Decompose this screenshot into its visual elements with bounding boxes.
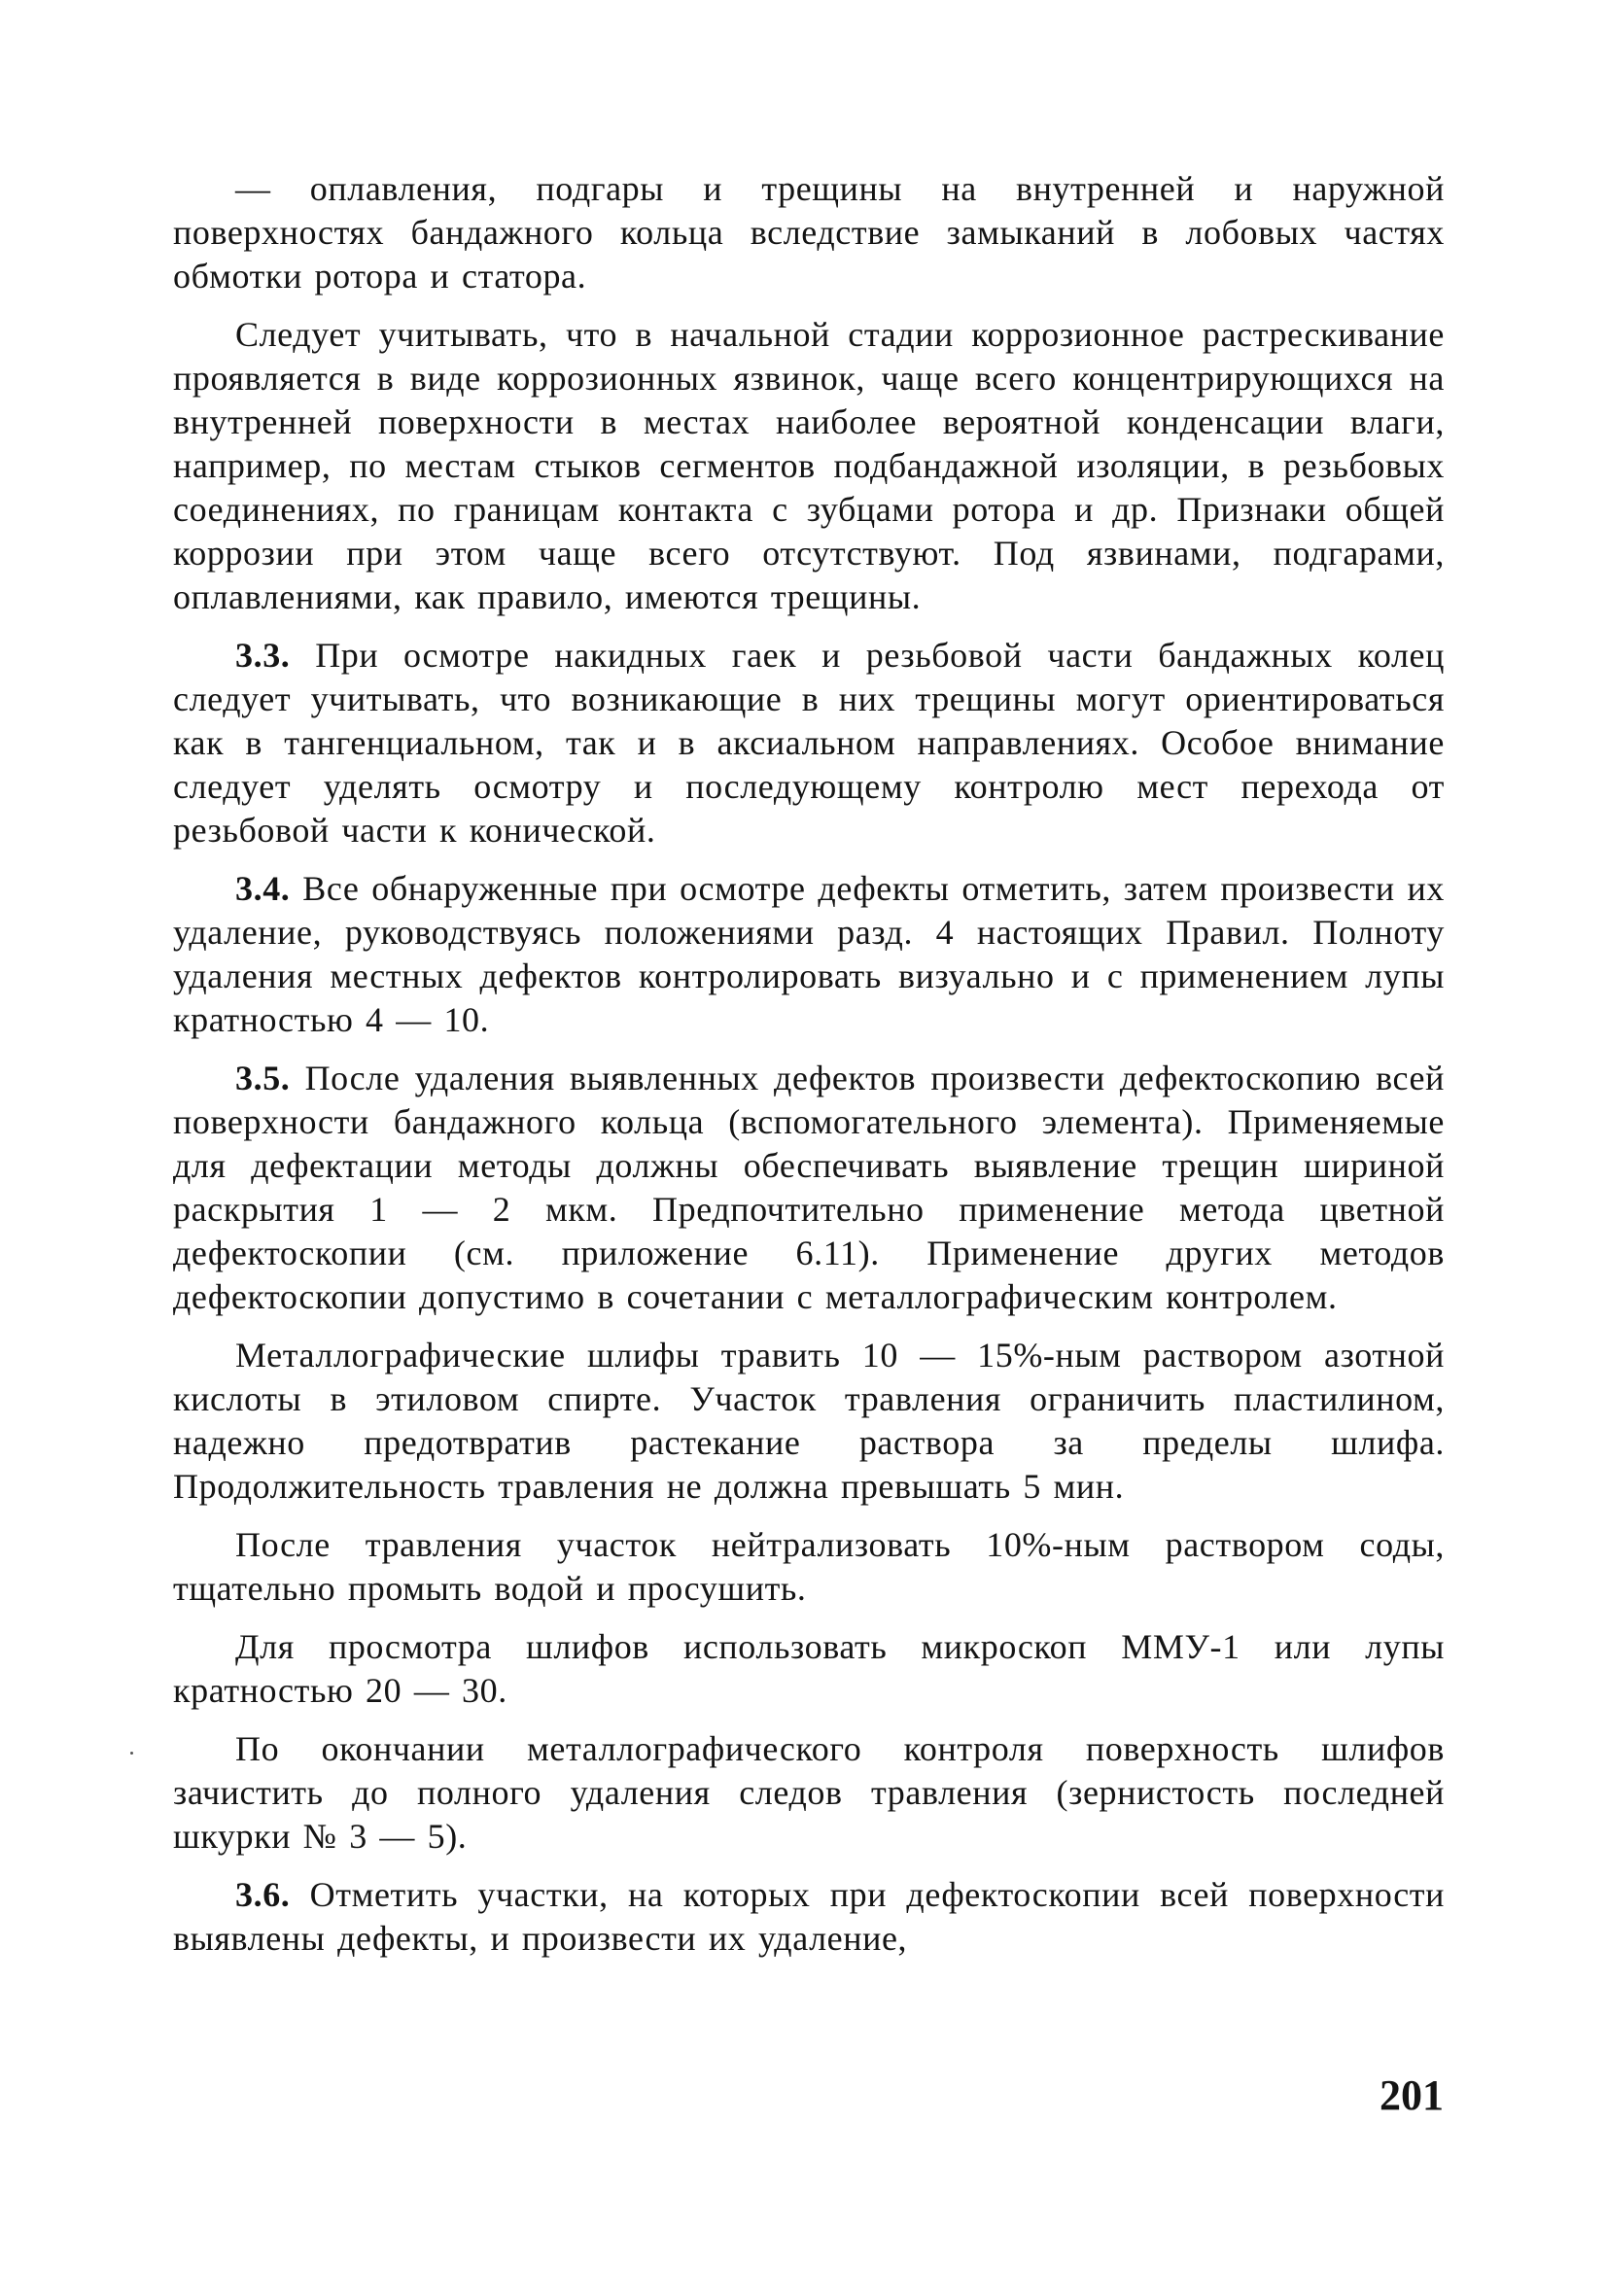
paragraph xyxy=(173,867,1445,1042)
paragraph-text: Для просмотра шлифов использовать микроскоп ММУ-1 или лупы кратностью 20 — 30. xyxy=(173,1627,1445,1710)
page-number: 201 xyxy=(1380,2071,1444,2119)
paragraph-number: 3.5. xyxy=(235,1059,291,1097)
scan-speck xyxy=(130,1752,133,1755)
body-text xyxy=(173,167,1445,1975)
paragraph-text: Металлографические шлифы травить 10 — 15%-ным раствором азотной кислоты в этиловом спирте. Участок травления ограничить пластилином, надежно предотвратив растекание раствора за пределы шлифа. Продолжительность травления не должна превышать 5 мин. xyxy=(173,1336,1445,1506)
paragraph xyxy=(173,1625,1445,1713)
paragraph-text: После удаления выявленных дефектов произвести дефектоскопию всей поверхности бандажного кольца (вспомогательного элемента). Применяемые для дефектации методы должны обеспечивать выявление трещин шириной раскрытия 1 — 2 мкм. Предпочтительно применение метода цветной дефектоскопии (см. приложение 6.11). Применение других методов дефектоскопии допустимо в сочетании с металлографическим контролем. xyxy=(173,1059,1445,1316)
paragraph-text: По окончании металлографического контроля поверхность шлифов зачистить до полного удаления следов травления (зернистость последней шкурки № 3 — 5). xyxy=(173,1729,1445,1856)
paragraph xyxy=(173,1057,1445,1319)
paragraph xyxy=(173,313,1445,619)
paragraph xyxy=(173,634,1445,852)
paragraph-number: 3.3. xyxy=(235,636,291,675)
paragraph xyxy=(173,167,1445,298)
paragraph xyxy=(173,1727,1445,1859)
paragraph-text: Следует учитывать, что в начальной стадии коррозионное растрескивание проявляется в виде коррозионных язвинок, чаще всего концентрирующихся на внутренней поверхности в местах наиболее вероятной конденсации влаги, например, по местам стыков сегментов подбандажной изоляции, в резьбовых соединениях, по границам контакта с зубцами ротора и др. Признаки общей коррозии при этом чаще всего отсутствуют. Под язвинами, подгарами, оплавлениями, как правило, имеются трещины. xyxy=(173,315,1445,616)
paragraph-text: — оплавления, подгары и трещины на внутренней и наружной поверхностях бандажного кольца вследствие замыканий в лобовых частях обмотки ротора и статора. xyxy=(173,169,1445,296)
paragraph-text: Все обнаруженные при осмотре дефекты отметить, затем произвести их удаление, руководствуясь положениями разд. 4 настоящих Правил. Полноту удаления местных дефектов контролировать визуально и с применением лупы кратностью 4 — 10. xyxy=(173,869,1445,1039)
paragraph xyxy=(173,1523,1445,1611)
paragraph-number: 3.6. xyxy=(235,1875,291,1914)
paragraph xyxy=(173,1334,1445,1509)
paragraph-text: Отметить участки, на которых при дефектоскопии всей поверхности выявлены дефекты, и произвести их удаление, xyxy=(173,1875,1445,1958)
paragraph-text: После травления участок нейтрализовать 10%-ным раствором соды, тщательно промыть водой и просушить. xyxy=(173,1525,1445,1608)
paragraph-number: 3.4. xyxy=(235,869,291,908)
paragraph xyxy=(173,1873,1445,1961)
paragraph-text: При осмотре накидных гаек и резьбовой части бандажных колец следует учитывать, что возникающие в них трещины могут ориентироваться как в тангенциальном, так и в аксиальном направлениях. Особое внимание следует уделять осмотру и последующему контролю мест перехода от резьбовой части к конической. xyxy=(173,636,1445,850)
